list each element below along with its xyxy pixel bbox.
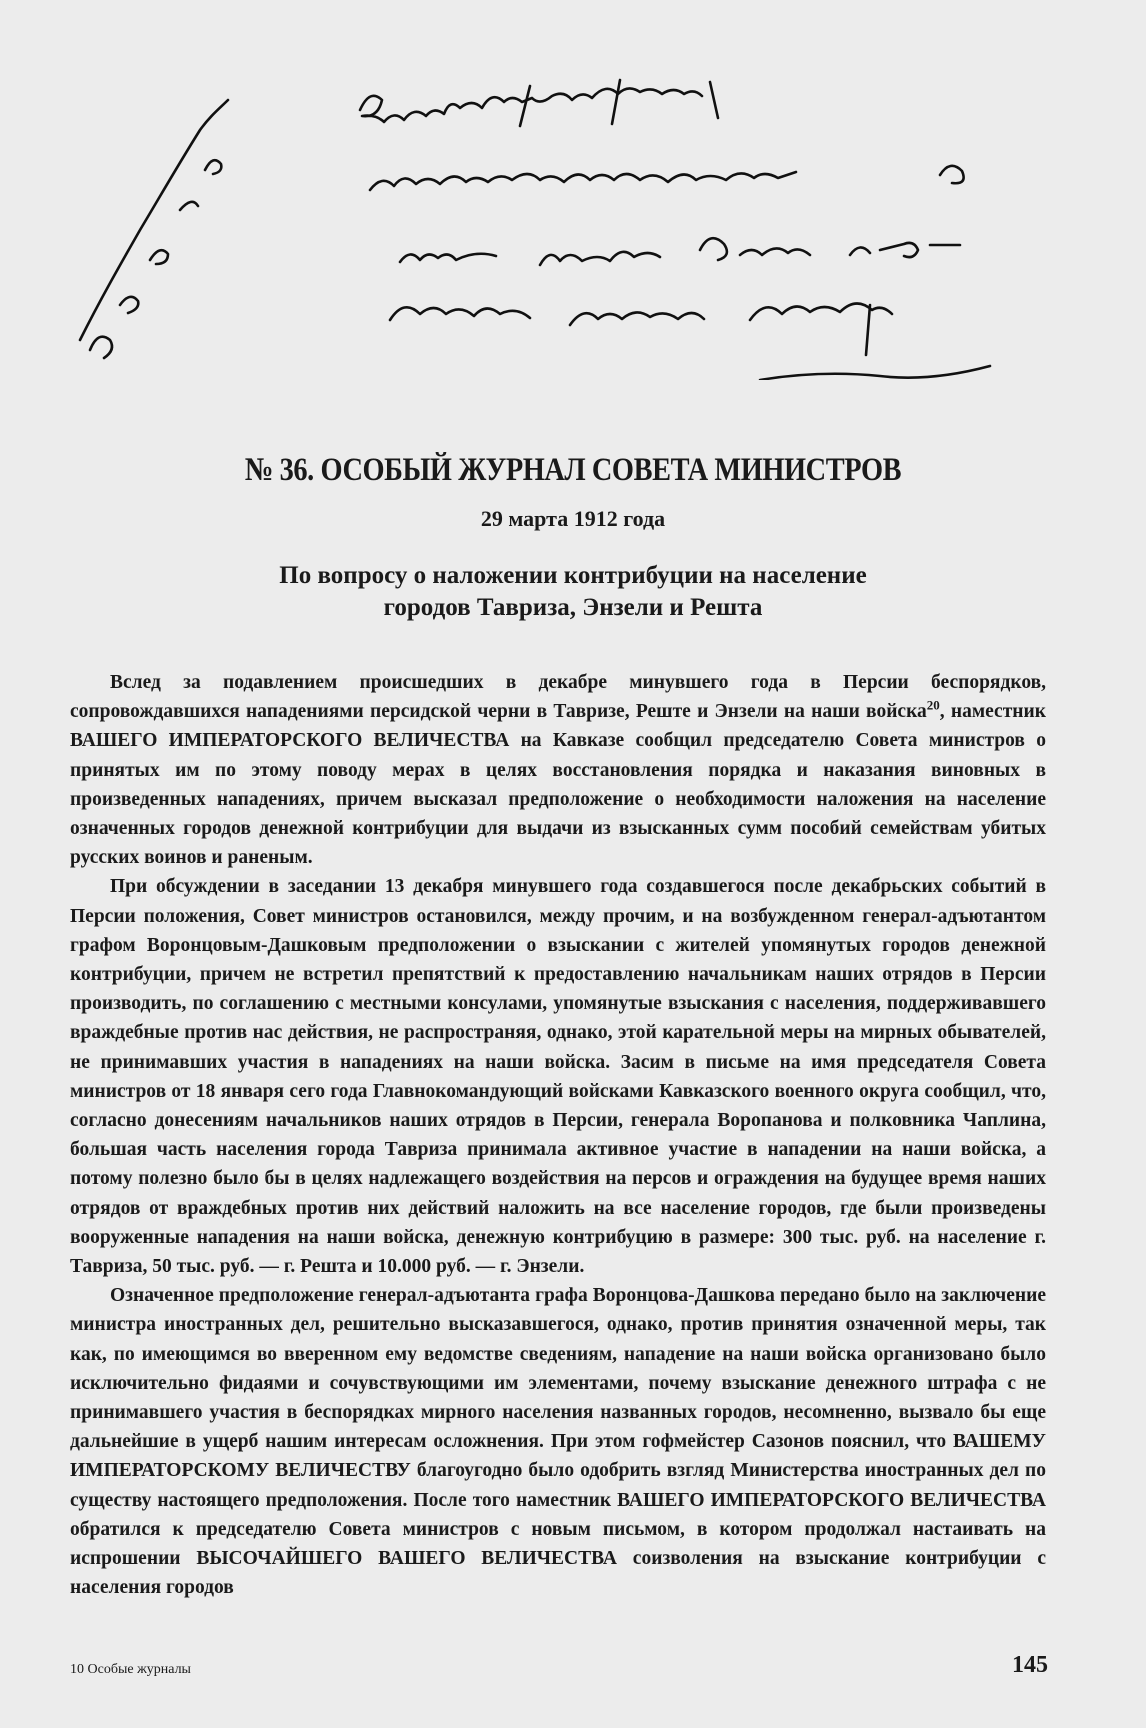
page-number: 145 (1012, 1652, 1048, 1678)
footnote-ref: 20 (926, 697, 940, 713)
document-body (70, 668, 1046, 1603)
subject-line: городов Тавриза, Энзели и Решта (383, 594, 763, 621)
document-subject (0, 560, 1146, 624)
handwritten-resolution (60, 50, 1000, 380)
document-title: № 36. ОСОБЫЙ ЖУРНАЛ СОВЕТА МИНИСТРОВ (244, 452, 902, 488)
paragraph: При обсуждении в заседании 13 декабря минувшего года создавшегося после декабрьских событий в Персии положения, Совет министров остановился, между прочим, и на возбужденном генерал-адъютантом графом Воронцовым-Дашковым предположении о взыскании с жителей упомянутых городов денежной контрибуции, причем не встретил препятствий к предоставлению начальникам наших отрядов в Персии производить, по соглашению с местными консулами, упомянутые взыскания с населения, поддерживавшего враждебные против нас действия, не распространяя, однако, этой карательной меры на мирных обывателей, не принимавших участия в нападениях на наши войска. Засим в письме на имя председателя Совета министров от 18 января сего года Главнокомандующий войсками Кавказского военного округа сообщил, что, согласно донесениям начальников наших отрядов в Персии, генерала Воропанова и полковника Чаплина, большая часть населения города Тавриза принимала активное участие в нападении на наши войска, а потому полезно было бы в целях надлежащего воздействия на персов и ограждения на будущее время наших отрядов от враждебных против них действий наложить на все население городов, где были произведены вооруженные нападения на наши войска, денежную контрибуцию в размере: 300 тыс. руб. на население г. Тавриза, 50 тыс. руб. — г. Решта и 10.000 руб. — г. Энзели. (70, 876, 1046, 1278)
document-date: 29 марта 1912 года (480, 506, 666, 531)
paragraph-text: , наместник ВАШЕГО ИМПЕРАТОРСКОГО ВЕЛИЧЕСТВА на Кавказе сообщил председателю Совета министров о принятых им по этому поводу мерах в целях восстановления порядка и наказания виновных в произведенных нападениях, причем высказал предположение о необходимости наложения на население означенных городов денежной контрибуции для выдачи из взысканных сумм пособий семействам убитых русских воинов и раненым. (70, 701, 1046, 869)
handwriting-image (60, 50, 1000, 380)
paragraph (70, 668, 1046, 872)
subject-line: По вопросу о наложении контрибуции на население (279, 562, 867, 589)
footer-signature-mark: 10 Особые журналы (70, 1662, 191, 1677)
paragraph-text: Вслед за подавлением происшедших в декабре минувшего года в Персии беспорядков, сопровождавшихся нападениями персидской черни в Тавризе, Реште и Энзели на наши войска (70, 672, 1046, 723)
paragraph: Означенное предположение генерал-адъютанта графа Воронцова-Дашкова передано было на заключение министра иностранных дел, решительно высказавшегося, однако, против принятия означенной меры, так как, по имеющимся во вверенном ему ведомстве сведениям, нападение на наши войска организовано было исключительно фидаями и сочувствующими им элементами, почему взыскание денежного штрафа с не принимавшего участия в беспорядках мирного населения названных городов, несомненно, вызвало бы еще дальнейшие в ущерб нашим интересам осложнения. При этом гофмейстер Сазонов пояснил, что ВАШЕМУ ИМПЕРАТОРСКОМУ ВЕЛИЧЕСТВУ благоугодно было одобрить взгляд Министерства иностранных дел по существу настоящего предположения. После того наместник ВАШЕГО ИМПЕРАТОРСКОГО ВЕЛИЧЕСТВА обратился к председателю Совета министров с новым письмом, в котором продолжал настаивать на испрошении ВЫСОЧАЙШЕГО ВАШЕГО ВЕЛИЧЕСТВА соизволения на взыскание контрибуции с населения городов (70, 1285, 1046, 1599)
